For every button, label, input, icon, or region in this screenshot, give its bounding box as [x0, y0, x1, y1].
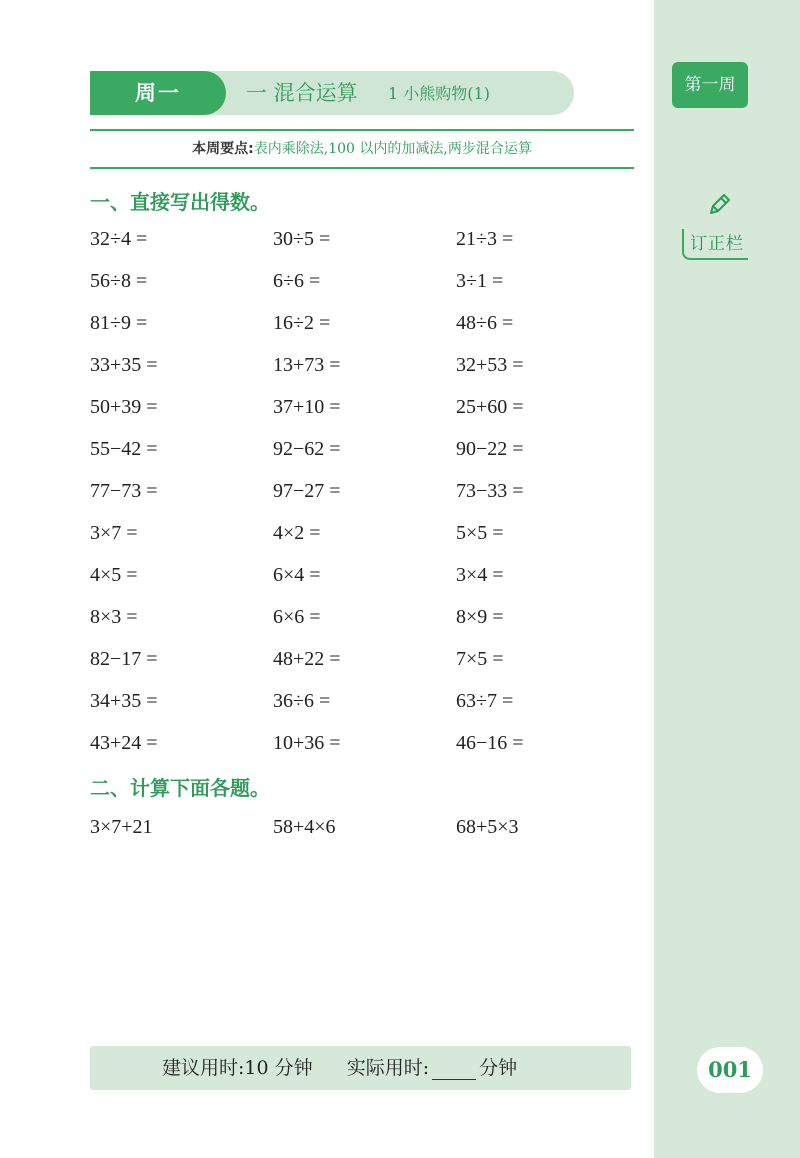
arithmetic-problem: 33+35 =: [90, 354, 158, 376]
arithmetic-problem: 25+60 =: [456, 396, 524, 418]
arithmetic-problem: 46−16 =: [456, 732, 524, 754]
arithmetic-problem: 55−42 =: [90, 438, 158, 460]
arithmetic-problem: 4×5 =: [90, 564, 138, 586]
arithmetic-problem: 10+36 =: [273, 732, 341, 754]
arithmetic-problem: 32÷4 =: [90, 228, 148, 250]
mixed-problem: 68+5×3: [456, 816, 519, 838]
arithmetic-problem: 97−27 =: [273, 480, 341, 502]
arithmetic-problem: 48+22 =: [273, 648, 341, 670]
unit-title: 一 混合运算: [246, 81, 358, 105]
mixed-problem: 3×7+21: [90, 816, 153, 838]
actual-time-blank[interactable]: [432, 1079, 476, 1080]
arithmetic-problem: 3×7 =: [90, 522, 138, 544]
arithmetic-problem: 82−17 =: [90, 648, 158, 670]
mixed-problem: 58+4×6: [273, 816, 336, 838]
arithmetic-problem: 13+73 =: [273, 354, 341, 376]
arithmetic-problem: 37+10 =: [273, 396, 341, 418]
arithmetic-problem: 63÷7 =: [456, 690, 514, 712]
page-number: 001: [697, 1047, 763, 1093]
sidebar-strip: [654, 0, 800, 1158]
arithmetic-problem: 30÷5 =: [273, 228, 331, 250]
suggested-time-label: 建议用时:: [162, 1057, 245, 1079]
day-tab: 周一: [90, 71, 226, 115]
keypoint-text: 表内乘除法,100 以内的加减法,两步混合运算: [253, 141, 532, 157]
lesson-title: 1 小熊购物(1): [388, 84, 490, 103]
suggested-time-value: 10 分钟: [244, 1057, 313, 1079]
arithmetic-problem: 3÷1 =: [456, 270, 504, 292]
arithmetic-problem: 21÷3 =: [456, 228, 514, 250]
section2-heading: 二、计算下面各题。: [90, 776, 270, 800]
arithmetic-problem: 48÷6 =: [456, 312, 514, 334]
correction-label: 订正栏: [682, 229, 748, 260]
week-badge: 第一周: [672, 62, 748, 108]
arithmetic-problem: 8×3 =: [90, 606, 138, 628]
pencil-icon: [704, 190, 734, 220]
arithmetic-problem: 16÷2 =: [273, 312, 331, 334]
weekly-keypoint: [90, 131, 634, 167]
arithmetic-problem: 90−22 =: [456, 438, 524, 460]
arithmetic-problem: 8×9 =: [456, 606, 504, 628]
arithmetic-problem: 4×2 =: [273, 522, 321, 544]
arithmetic-problem: 6×6 =: [273, 606, 321, 628]
arithmetic-problem: 6÷6 =: [273, 270, 321, 292]
arithmetic-problem: 43+24 =: [90, 732, 158, 754]
arithmetic-problem: 50+39 =: [90, 396, 158, 418]
arithmetic-problem: 73−33 =: [456, 480, 524, 502]
arithmetic-problem: 6×4 =: [273, 564, 321, 586]
arithmetic-problem: 32+53 =: [456, 354, 524, 376]
arithmetic-problem: 92−62 =: [273, 438, 341, 460]
arithmetic-problem: 36÷6 =: [273, 690, 331, 712]
actual-time-unit: 分钟: [479, 1057, 518, 1079]
arithmetic-problem: 77−73 =: [90, 480, 158, 502]
arithmetic-problem: 81÷9 =: [90, 312, 148, 334]
time-footer: [90, 1046, 631, 1090]
actual-time-label: 实际用时:: [346, 1057, 430, 1079]
arithmetic-problem: 56÷8 =: [90, 270, 148, 292]
keypoint-label: 本周要点:: [192, 141, 254, 157]
arithmetic-problem: 5×5 =: [456, 522, 504, 544]
arithmetic-problem: 7×5 =: [456, 648, 504, 670]
arithmetic-problem: 3×4 =: [456, 564, 504, 586]
divider-bottom: [90, 167, 634, 169]
arithmetic-problem: 34+35 =: [90, 690, 158, 712]
section1-heading: 一、直接写出得数。: [90, 190, 270, 214]
